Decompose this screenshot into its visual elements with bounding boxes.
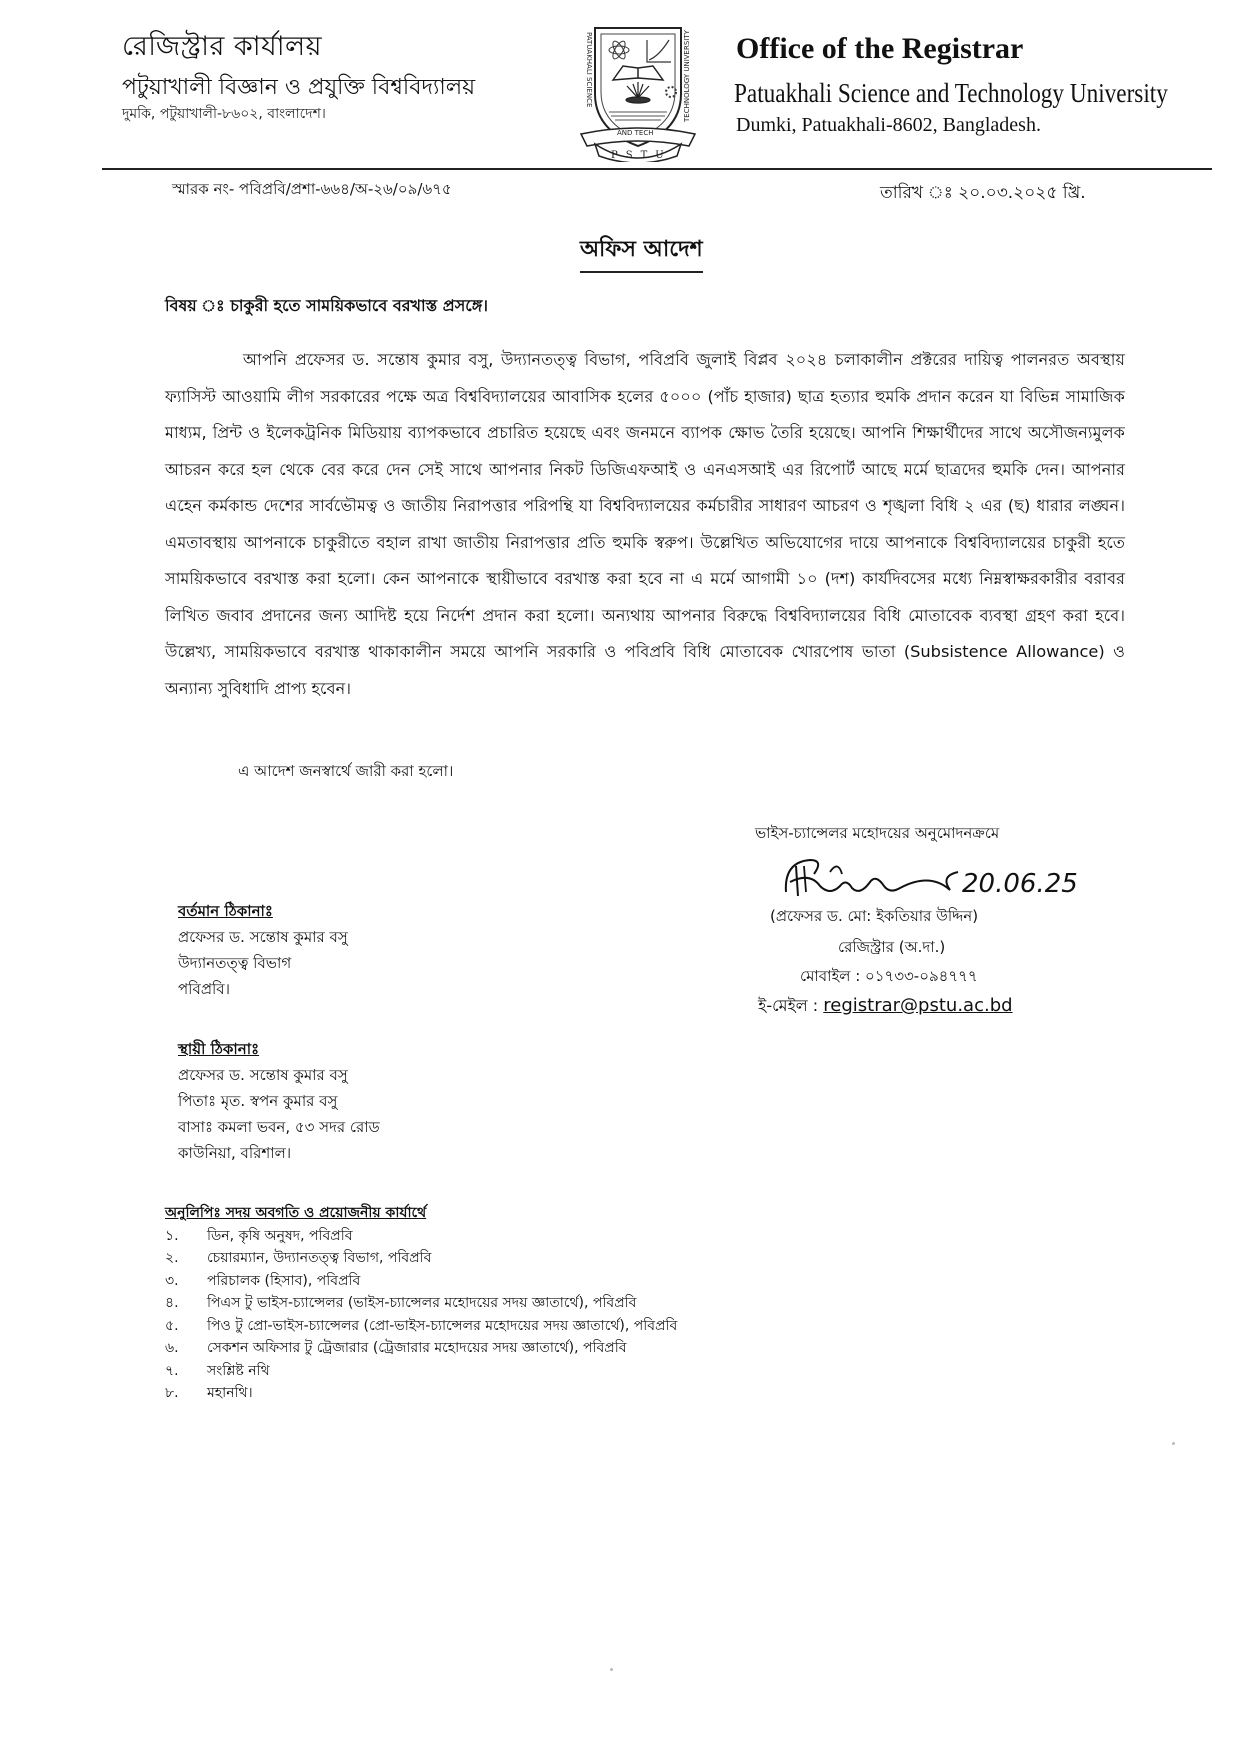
- copy-to-item: [165, 1247, 677, 1270]
- permanent-address-line: প্রফেসর ড. সন্তোষ কুমার বসু: [178, 1066, 348, 1084]
- university-logo: [573, 22, 703, 162]
- copy-to-item: [165, 1225, 677, 1248]
- body-text: আপনি প্রফেসর ড. সন্তোষ কুমার বসু, উদ্যানতত্ত্ব বিভাগ, পবিপ্রবি জুলাই বিপ্লব ২০২৪ চলাকালীন প্রক্টরের দায়িত্ব পালনরত অবস্থায় ফ্যাসিস্ট আওয়ামি লীগ সরকারের পক্ষে অত্র বিশ্ববিদ্যালয়ের আবাসিক হলের ৫০০০ (পাঁচ হাজার) ছাত্র হত্যার হুমকি প্রদান করেন যা বিভিন্ন সামাজিক মাধ্যম, প্রিন্ট ও ইলেকট্রনিক মিডিয়ায় ব্যাপকভাবে প্রচারিত হয়েছে এবং জনমনে ব্যাপক ক্ষোভ তৈরি হয়েছে। আপনি শিক্ষার্থীদের সাথে অসৌজন্যমুলক আচরন করে হল থেকে বের করে দেন সেই সাথে আপনার নিকট ডিজিএফআই ও এনএসআই এর রিপোর্ট আছে মর্মে ছাত্রদের হুমকি দেন। আপনার এহেন কর্মকান্ড দেশের সার্বভৌমত্ব ও জাতীয় নিরাপত্তার পরিপন্থি যা বিশ্ববিদ্যালয়ের কর্মচারীর সাধারণ আচরণ ও শৃঙ্খলা বিধি ২ এর (ছ) ধারার লঙ্ঘন। এমতাবস্থায় আপনাকে চাকুরীতে বহাল রাখা জাতীয় নিরাপত্তার প্রতি হুমকি স্বরুপ। উল্লেখিত অভিযোগের দায়ে আপনাকে বিশ্ববিদ্যালয়ের চাকুরী হতে সাময়িকভাবে বরখাস্ত করা হলো। কেন আপনাকে স্থায়ীভাবে বরখাস্ত করা হবে না এ মর্মে আগামী ১০ (দশ) কার্যদিবসের মধ্যে নিম্নস্বাক্ষরকারীর বরাবর লিখিত জবাব প্রদানের জন্য আদিষ্ট হয়ে নির্দেশ প্রদান করা হলো। অন্যথায় আপনার বিরুদ্ধে বিশ্ববিদ্যালয়ের বিধি মোতাবেক ব্যবস্থা গ্রহণ করা হবে। উল্লেখ্য, সাময়িকভাবে বরখাস্ত থাকাকালীন সময়ে আপনি সরকারি ও পবিপ্রবি বিধি মোতাবেক খোরপোষ ভাতা (Subsistence Allowance) ও অন্যান্য সুবিধাদি প্রাপ্য হবেন।: [165, 350, 1125, 698]
- signatory-mobile: মোবাইল : ০১৭৩৩-০৯৪৭৭৭: [800, 967, 978, 985]
- svg-text:PATUAKHALI SCIENCE: PATUAKHALI SCIENCE: [585, 32, 593, 108]
- email-link[interactable]: registrar@pstu.ac.bd: [823, 995, 1013, 1016]
- item-number: ৪.: [165, 1295, 179, 1311]
- university-address-en: Dumki, Patuakhali-8602, Bangladesh.: [736, 114, 1041, 136]
- memo-date: তারিখ ঃ ২০.০৩.২০২৫ খ্রি.: [880, 183, 1086, 203]
- signatory-designation: রেজিস্ট্রার (অ.দা.): [838, 938, 946, 956]
- pstu-seal-icon: [573, 22, 703, 162]
- item-text: ডিন, কৃষি অনুষদ, পবিপ্রবি: [207, 1227, 353, 1244]
- office-title-bn: রেজিস্ট্রার কার্যালয়: [122, 31, 323, 62]
- university-address-bn: দুমকি, পটুয়াখালী-৮৬০২, বাংলাদেশ।: [122, 106, 326, 122]
- email-label: ই-মেইল :: [758, 996, 824, 1015]
- scan-speck: [1172, 1442, 1175, 1445]
- memo-reference: স্মারক নং- পবিপ্রবি/প্রশা-৬৬৪/অ-২৬/০৯/৬৭৫: [172, 180, 452, 198]
- university-name-bn: পটুয়াখালী বিজ্ঞান ও প্রযুক্তি বিশ্ববিদ্যালয়: [122, 75, 476, 100]
- approval-line: ভাইস-চ্যান্সেলর মহোদয়ের অনুমোদনক্রমে: [755, 824, 1000, 842]
- present-address-line: উদ্যানতত্ত্ব বিভাগ: [178, 954, 292, 972]
- copy-to-item: [165, 1360, 677, 1383]
- present-address: [178, 898, 348, 1002]
- copy-to-item: [165, 1315, 677, 1338]
- item-text: সেকশন অফিসার টু ট্রেজারার (ট্রেজারার মহোদয়ের সদয় জ্ঞাতার্থে), পবিপ্রবি: [207, 1340, 627, 1356]
- permanent-address-line: পিতাঃ মৃত. স্বপন কুমার বসু: [178, 1092, 338, 1110]
- present-address-line: পবিপ্রবি।: [178, 980, 231, 998]
- svg-text:AND TECH: AND TECH: [617, 129, 654, 137]
- atom-icon: [609, 39, 629, 60]
- permanent-address-line: বাসাঃ কমলা ভবন, ৫৩ সদর রোড: [178, 1118, 380, 1136]
- graph-icon: [647, 40, 671, 62]
- signature-icon: [780, 852, 1100, 912]
- svg-text:TECHNOLOGY UNIVERSITY: TECHNOLOGY UNIVERSITY: [683, 30, 691, 122]
- item-number: ৫.: [165, 1317, 179, 1334]
- item-text: সংশ্লিষ্ট নথি: [207, 1362, 270, 1379]
- item-number: ৮.: [165, 1385, 179, 1401]
- copy-to-item: [165, 1337, 677, 1360]
- copy-to-item: [165, 1382, 677, 1405]
- present-address-line: প্রফেসর ড. সন্তোষ কুমার বসু: [178, 928, 348, 946]
- document-body: [165, 342, 1125, 707]
- copy-to-items: [165, 1225, 677, 1405]
- item-text: মহানথি।: [207, 1385, 253, 1401]
- item-number: ৩.: [165, 1272, 179, 1289]
- copy-to-label: অনুলিপিঃ সদয় অবগতি ও প্রয়োজনীয় কার্যার্থে: [165, 1205, 427, 1221]
- university-name-en: Patuakhali Science and Technology University: [734, 78, 1168, 108]
- handwritten-signature: [780, 852, 1100, 912]
- signature-stroke: [786, 860, 958, 896]
- signatory-email-row: [758, 993, 1013, 1020]
- item-number: ৭.: [165, 1362, 179, 1379]
- item-number: ১.: [165, 1227, 179, 1244]
- handwritten-date: 20.06.25: [962, 869, 1078, 899]
- copy-to-item: [165, 1270, 677, 1293]
- permanent-address: [178, 1036, 380, 1166]
- item-text: পিও টু প্রো-ভাইস-চ্যান্সেলর (প্রো-ভাইস-চ্যান্সেলর মহোদয়ের সদয় জ্ঞাতার্থে), পবিপ্রবি: [207, 1317, 678, 1334]
- issued-note: এ আদেশ জনস্বার্থে জারী করা হলো।: [238, 762, 454, 780]
- book-icon: [613, 66, 663, 80]
- office-title-en: Office of the Registrar: [736, 32, 1024, 65]
- document-subject: বিষয় ঃ চাকুরী হতে সাময়িকভাবে বরখাস্ত প্রসঙ্গে।: [165, 296, 489, 315]
- item-text: চেয়ারম্যান, উদ্যানতত্ত্ব বিভাগ, পবিপ্রবি: [207, 1250, 432, 1266]
- signatory-name: (প্রফেসর ড. মো: ইকতিয়ার উদ্দিন): [770, 907, 979, 925]
- permanent-address-label: স্থায়ী ঠিকানাঃ: [178, 1040, 260, 1058]
- copy-to-list: [165, 1202, 677, 1405]
- header-divider: [102, 168, 1212, 170]
- svg-text:PSTU: PSTU: [611, 150, 672, 161]
- permanent-address-line: কাউনিয়া, বরিশাল।: [178, 1144, 292, 1162]
- item-number: ৬.: [165, 1340, 179, 1356]
- scan-speck: [610, 1668, 613, 1671]
- item-number: ২.: [165, 1250, 179, 1266]
- item-text: পরিচালক (হিসাব), পবিপ্রবি: [207, 1272, 361, 1289]
- item-text: পিএস টু ভাইস-চ্যান্সেলর (ভাইস-চ্যান্সেলর মহোদয়ের সদয় জ্ঞাতার্থে), পবিপ্রবি: [207, 1295, 637, 1311]
- document-title: অফিস আদেশ: [580, 232, 703, 273]
- present-address-label: বর্তমান ঠিকানাঃ: [178, 902, 273, 920]
- plant-icon: [626, 82, 650, 103]
- copy-to-item: [165, 1292, 677, 1315]
